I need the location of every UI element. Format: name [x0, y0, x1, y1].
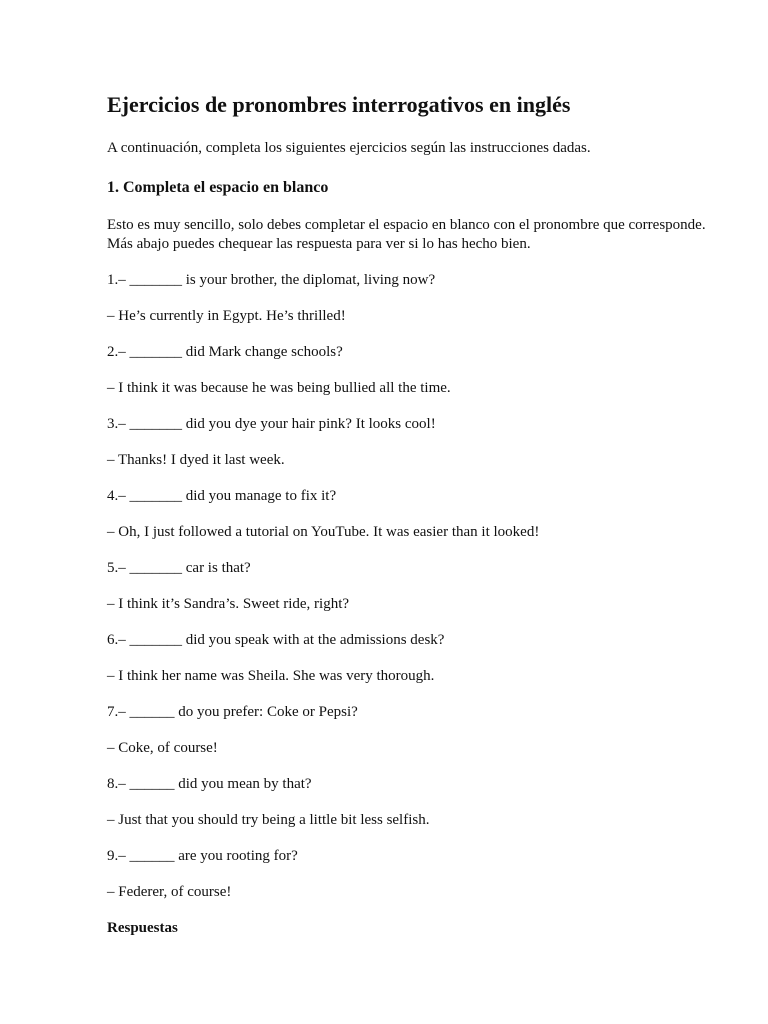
- answers-heading: Respuestas: [107, 920, 178, 936]
- exercise-line: 1.– _______ is your brother, the diplomat, living now?: [107, 272, 436, 288]
- exercise-line: – Oh, I just followed a tutorial on YouTube. It was easier than it looked!: [107, 524, 540, 540]
- exercise-line: 2.– _______ did Mark change schools?: [107, 344, 343, 360]
- exercise-line: – I think her name was Sheila. She was very thorough.: [107, 668, 435, 684]
- intro-text: A continuación, completa los siguientes ejercicios según las instrucciones dadas.: [107, 140, 591, 156]
- exercise-line: 5.– _______ car is that?: [107, 560, 251, 576]
- exercise-line: – I think it’s Sandra’s. Sweet ride, right?: [107, 596, 350, 612]
- document-title: Ejercicios de pronombres interrogativos en inglés: [107, 92, 571, 117]
- exercise-line: 6.– _______ did you speak with at the admissions desk?: [107, 632, 445, 648]
- exercise-line: – I think it was because he was being bullied all the time.: [107, 380, 451, 396]
- section-title: 1. Completa el espacio en blanco: [107, 179, 329, 196]
- exercise-list: [107, 271, 708, 902]
- exercise-line: 3.– _______ did you dye your hair pink? It looks cool!: [107, 416, 436, 432]
- exercise-line: – Thanks! I dyed it last week.: [107, 452, 285, 468]
- exercise-line: 8.– ______ did you mean by that?: [107, 776, 312, 792]
- exercise-line: – Federer, of course!: [107, 884, 232, 900]
- exercise-line: 7.– ______ do you prefer: Coke or Pepsi?: [107, 704, 358, 720]
- section-description: Esto es muy sencillo, solo debes completar el espacio en blanco con el pronombre que corresponde. Más abajo puedes chequear las respuesta para ver si lo has hecho bien.: [107, 217, 706, 252]
- exercise-line: 9.– ______ are you rooting for?: [107, 848, 298, 864]
- exercise-line: – Coke, of course!: [107, 740, 218, 756]
- exercise-line: 4.– _______ did you manage to fix it?: [107, 488, 337, 504]
- exercise-line: – He’s currently in Egypt. He’s thrilled!: [107, 308, 346, 324]
- exercise-line: – Just that you should try being a little bit less selfish.: [107, 812, 430, 828]
